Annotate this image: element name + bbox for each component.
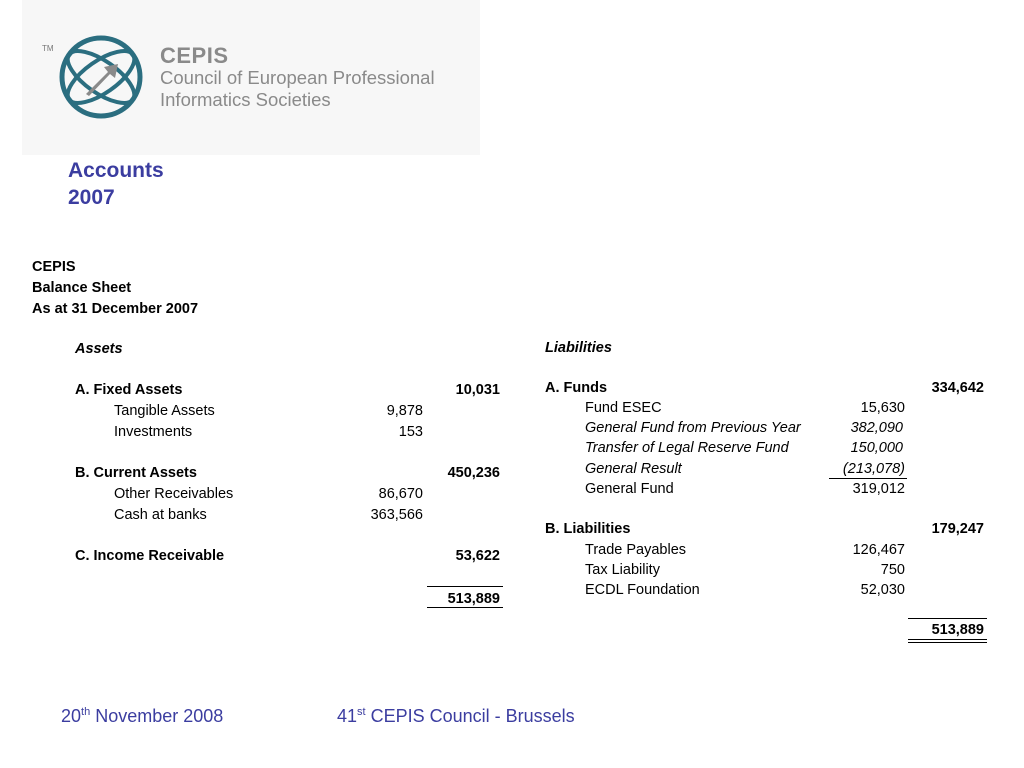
logo-line-1: Council of European Professional <box>160 67 435 88</box>
logo-wordmark <box>160 45 435 111</box>
footer-date-day: 20 <box>61 706 82 726</box>
general-result-label: General Result <box>585 461 682 477</box>
title-line-2: 2007 <box>68 186 115 209</box>
liabilities-total-rule <box>908 618 987 619</box>
transfer-legal-reserve-value: 150,000 <box>850 440 903 456</box>
cash-at-banks-value: 363,566 <box>370 507 423 523</box>
tax-liability-label: Tax Liability <box>585 562 660 578</box>
cash-at-banks-label: Cash at banks <box>114 507 207 523</box>
current-assets-total: 450,236 <box>447 465 500 481</box>
tangible-assets-value: 9,878 <box>386 403 423 419</box>
cepis-globe-logo-icon <box>58 34 144 120</box>
liabilities-heading: Liabilities <box>545 340 612 356</box>
funds-label: A. Funds <box>545 380 608 396</box>
liabilities-total-double-rule-1 <box>908 639 987 640</box>
other-receivables-value: 86,670 <box>378 486 423 502</box>
fixed-assets-label: A. Fixed Assets <box>75 382 183 398</box>
ecdl-foundation-value: 52,030 <box>860 582 905 598</box>
logo-line-2: Informatics Societies <box>160 89 331 110</box>
fund-esec-value: 15,630 <box>860 400 905 416</box>
logo-name: CEPIS <box>160 43 229 68</box>
transfer-legal-reserve-label: Transfer of Legal Reserve Fund <box>585 440 789 456</box>
sheet-header <box>32 257 198 320</box>
income-receivable-label: C. Income Receivable <box>75 548 225 564</box>
tax-liability-value: 750 <box>880 562 905 578</box>
income-receivable-total: 53,622 <box>455 548 500 564</box>
general-fund-previous-value: 382,090 <box>850 420 903 436</box>
ecdl-foundation-label: ECDL Foundation <box>585 582 700 598</box>
liabilities-b-label: B. Liabilities <box>545 521 631 537</box>
assets-heading: Assets <box>75 341 123 357</box>
footer-event-number: 41 <box>337 706 358 726</box>
assets-grand-total: 513,889 <box>447 591 500 607</box>
footer-date <box>61 706 223 727</box>
fixed-assets-total: 10,031 <box>455 382 500 398</box>
fund-esec-label: Fund ESEC <box>585 400 662 416</box>
tangible-assets-label: Tangible Assets <box>114 403 215 419</box>
general-result-rule <box>829 478 907 479</box>
title-line-1: Accounts <box>68 159 164 182</box>
general-fund-previous-label: General Fund from Previous Year <box>585 420 801 436</box>
current-assets-label: B. Current Assets <box>75 465 197 481</box>
assets-total-underline <box>427 607 503 608</box>
liabilities-grand-total: 513,889 <box>931 622 984 638</box>
trade-payables-label: Trade Payables <box>585 542 687 558</box>
trademark-mark: TM <box>42 44 54 53</box>
header-doc: Balance Sheet <box>32 280 132 296</box>
footer-event <box>337 706 575 727</box>
trade-payables-value: 126,467 <box>852 542 905 558</box>
footer-event-suffix: st <box>357 706 366 718</box>
header-org: CEPIS <box>32 259 76 275</box>
footer-event-rest: CEPIS Council - Brussels <box>365 706 575 726</box>
general-result-value: (213,078) <box>842 461 905 477</box>
footer-date-suffix: th <box>81 706 91 718</box>
header-date: As at 31 December 2007 <box>32 301 199 317</box>
investments-label: Investments <box>114 424 193 440</box>
assets-total-rule <box>427 586 503 587</box>
liabilities-total-double-rule-2 <box>908 642 987 643</box>
liabilities-b-total: 179,247 <box>931 521 984 537</box>
page-title <box>68 157 164 211</box>
funds-total: 334,642 <box>931 380 984 396</box>
general-fund-label: General Fund <box>585 481 674 497</box>
other-receivables-label: Other Receivables <box>114 486 234 502</box>
investments-value: 153 <box>398 424 423 440</box>
general-fund-value: 319,012 <box>852 481 905 497</box>
footer-date-rest: November 2008 <box>90 706 224 726</box>
